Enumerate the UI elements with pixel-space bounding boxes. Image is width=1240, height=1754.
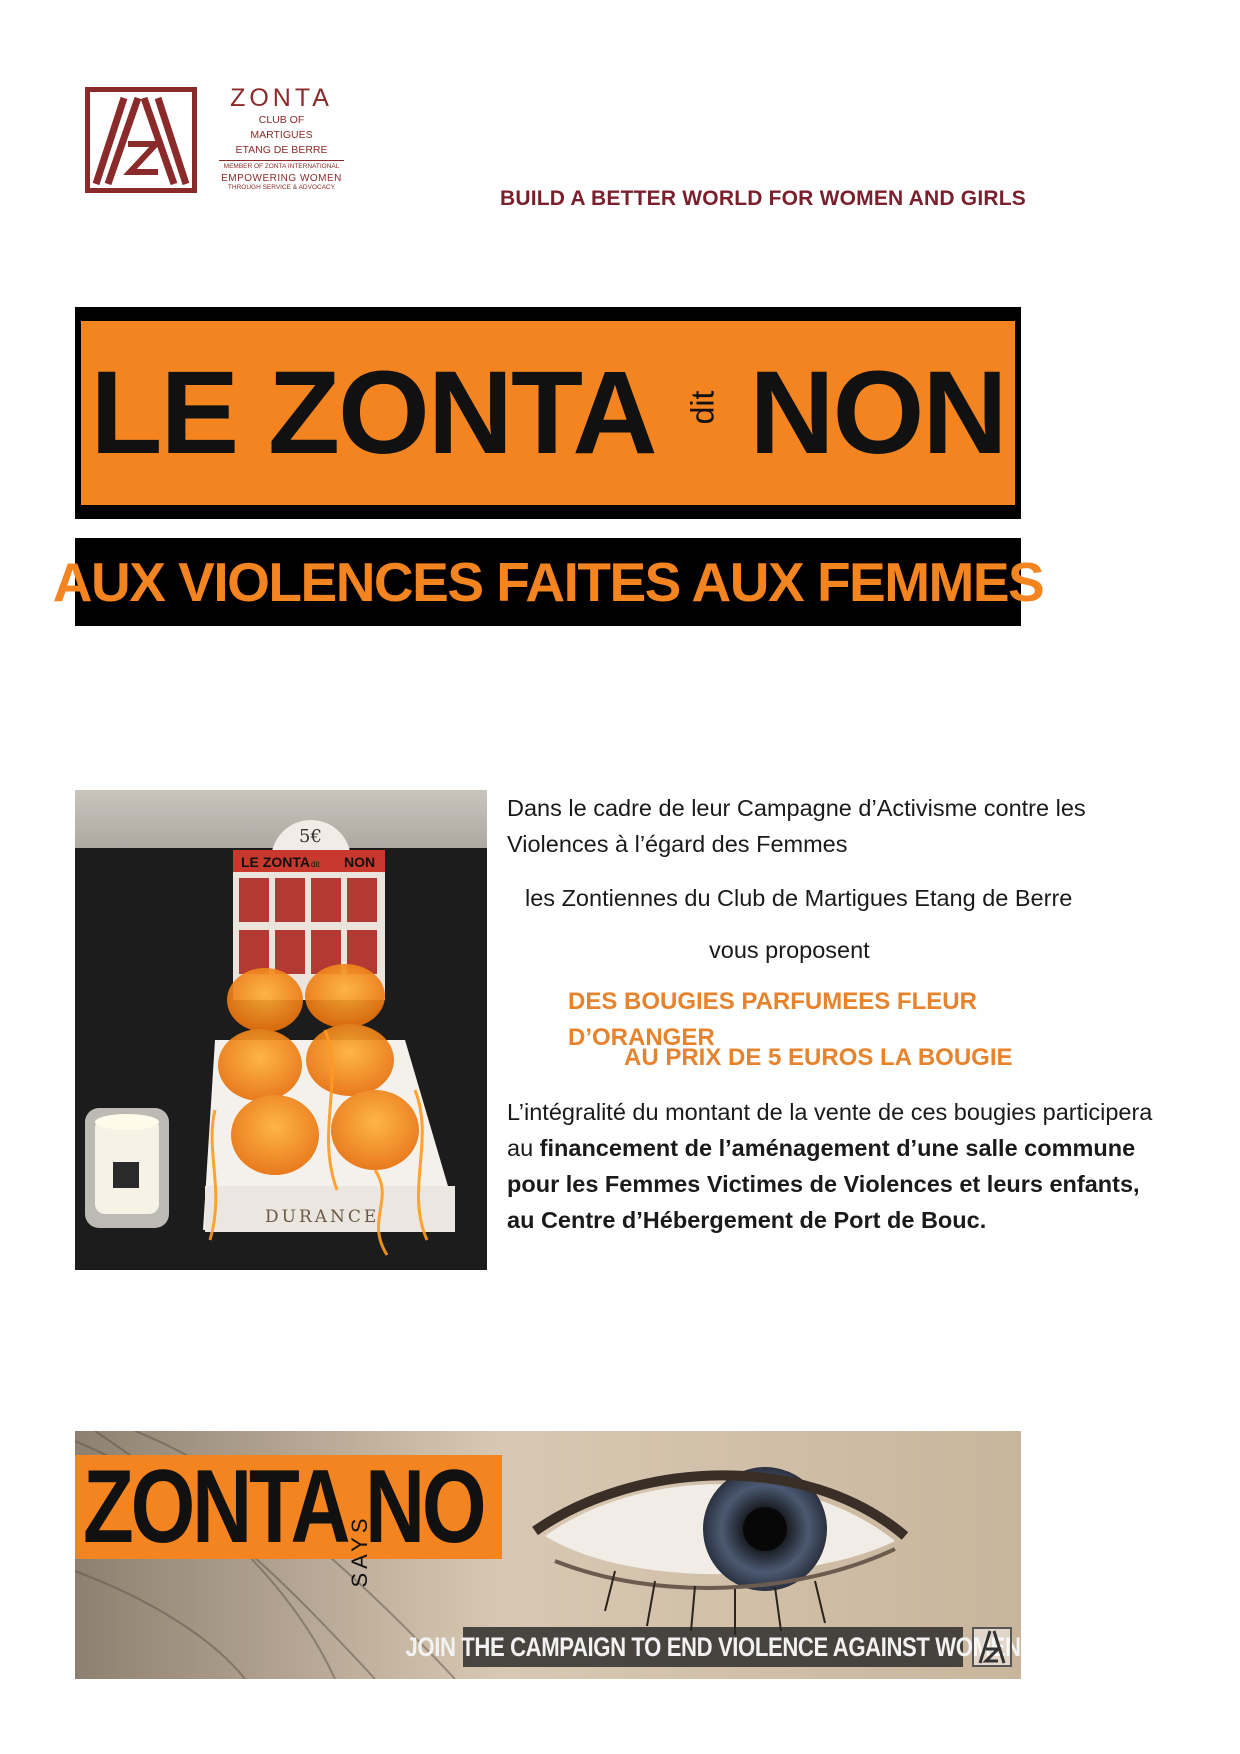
logo-club-line1: CLUB OF — [258, 114, 305, 126]
banner-orange-panel — [81, 321, 1015, 505]
funding-bold-text: financement de l’aménagement d’une salle commune pour les Femmes Victimes de Violences et leurs enfants, au Centre d’Hébergement de Port de Bouc. — [507, 1135, 1140, 1233]
funding-text: L’intégralité du montant de la vente de ces bougies participera au — [507, 1099, 1153, 1161]
logo-club-line3: ETANG DE BERRE — [235, 144, 328, 156]
banner-subline-text: AUX VIOLENCES FAITES AUX FEMMES — [52, 551, 1044, 613]
logo-name: ZONTA — [230, 84, 333, 112]
box-label-left: LE ZONTA — [241, 854, 310, 870]
box-brand-text: DURANCE — [265, 1207, 380, 1227]
banner-right-text: NON — [749, 347, 1006, 479]
banner-left-text: LE ZONTA — [90, 347, 656, 479]
intro-paragraph: Dans le cadre de leur Campagne d’Activisme contre les Violences à l’égard des Femmes — [507, 795, 1086, 857]
logo-wordmark — [213, 85, 350, 192]
candles-photo — [75, 790, 487, 1270]
logo-club-line2: MARTIGUES — [250, 129, 313, 141]
funding-paragraph — [507, 1094, 1167, 1238]
banner-zonta-dit-non — [75, 307, 1021, 519]
club-paragraph: les Zontiennes du Club de Martigues Etang de Berre — [525, 885, 1073, 911]
banner-small-text: dit — [683, 390, 720, 424]
join-campaign-text: JOIN THE CAMPAIGN TO END VIOLENCE AGAINST WOMEN — [405, 1631, 1021, 1662]
logo-empowering-line: EMPOWERING WOMEN — [221, 173, 342, 184]
logo-divider — [219, 160, 344, 161]
zsn-says-text: SAYS — [347, 1514, 372, 1588]
box-label-right: NON — [344, 854, 376, 870]
logo-through-line: THROUGH SERVICE & ADVOCACY — [227, 184, 336, 191]
zsn-zonta-text: ZONTA — [83, 1449, 348, 1565]
price-headline: AU PRIX DE 5 EUROS LA BOUGIE — [624, 1044, 1013, 1071]
zonta-small-emblem-icon — [972, 1627, 1012, 1667]
zonta-emblem-icon — [85, 87, 197, 193]
banner-subline — [52, 538, 1044, 626]
zonta-says-no-label — [75, 1449, 502, 1588]
zonta-logo — [85, 85, 350, 197]
zsn-no-text: NO — [365, 1449, 484, 1565]
propose-line: vous proposent — [709, 937, 870, 963]
box-label-small: dit — [311, 860, 320, 869]
logo-member-line: MEMBER OF ZONTA INTERNATIONAL — [223, 163, 340, 170]
banner-zonta-says-no — [75, 1431, 1021, 1679]
candles-headline: DES BOUGIES PARFUMEES FLEUR D’ORANGER — [568, 988, 977, 1051]
price-tag-text: 5€ — [299, 826, 322, 847]
tagline: BUILD A BETTER WORLD FOR WOMEN AND GIRLS — [500, 187, 1026, 210]
join-campaign-bar — [405, 1627, 1021, 1667]
